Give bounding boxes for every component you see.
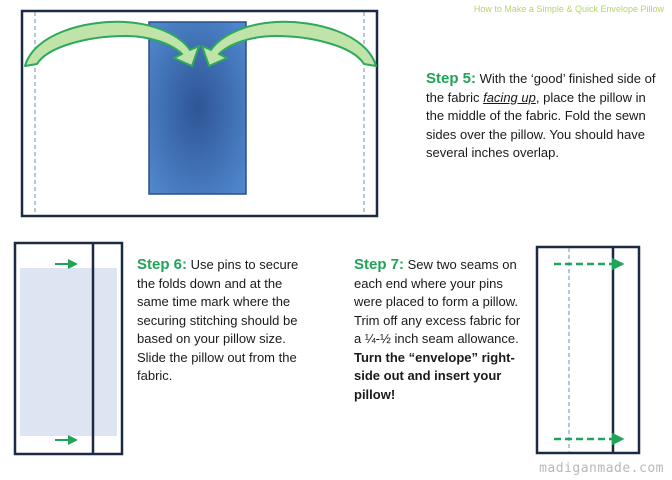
- step6-body: Use pins to secure the folds down and at the same time mark where the securing stitching should be based on your pillow size. Slide the pillow out from the fabric.: [137, 257, 299, 383]
- envelope-fabric: [537, 247, 639, 453]
- step5-emphasis: facing up: [483, 89, 536, 105]
- step5-part2: , place the pillow in the middle of the fabric. Fold the sewn sides over the pillow. You should have several inches overlap.: [426, 89, 646, 160]
- watermark: madiganmade.com: [539, 461, 664, 476]
- step6-text: [137, 256, 317, 386]
- step6-diagram: [15, 243, 122, 454]
- step7-body: Sew two seams on each end where your pins were placed to form a pillow. Trim off any excess fabric for a ¼-½ inch seam allowance.: [354, 257, 521, 346]
- step7-bold: Turn the “envelope” right-side out and insert your pillow!: [354, 349, 515, 402]
- step5-part1: With the ‘good’ finished side of the fabric: [426, 71, 656, 105]
- step7-diagram: [537, 247, 639, 453]
- step6-label: Step 6:: [137, 256, 188, 273]
- page-title: How to Make a Simple & Quick Envelope Pillow: [473, 4, 664, 14]
- step5-diagram: [22, 11, 377, 216]
- step7-label: Step 7:: [354, 256, 405, 273]
- step5-text: [426, 70, 656, 163]
- pale-pillow-outline: [20, 268, 117, 436]
- step5-label: Step 5:: [426, 70, 477, 87]
- step7-text: [354, 256, 529, 404]
